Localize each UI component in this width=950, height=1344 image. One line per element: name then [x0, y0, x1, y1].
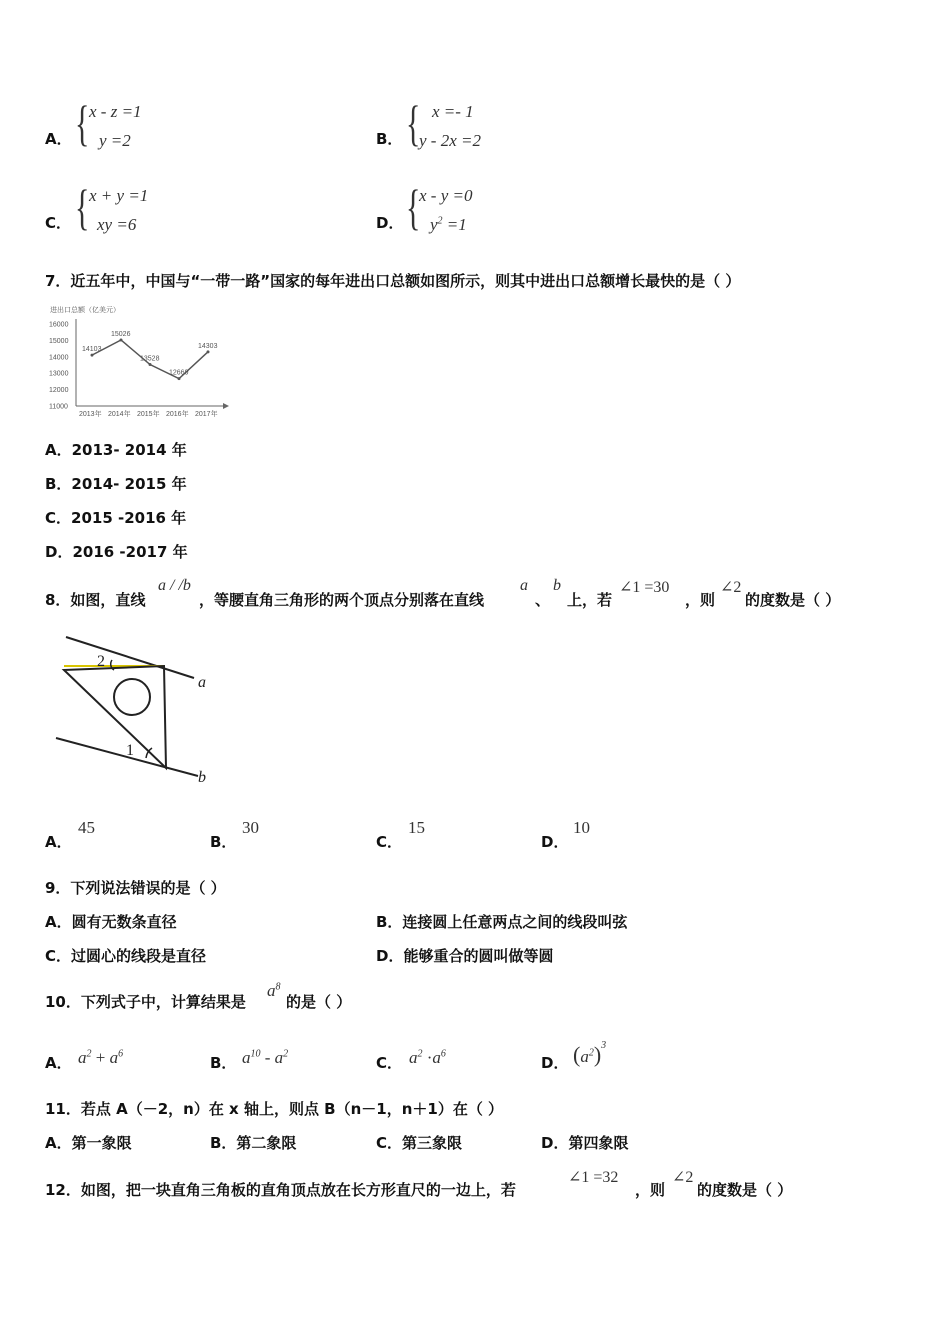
q8-option-a-value: 45: [78, 818, 95, 837]
equation-line: x + y =1: [89, 186, 149, 205]
inner-circle: [114, 679, 150, 715]
q8-option-d-value: 10: [573, 818, 590, 837]
q7-option-a: A．2013- 2014 年: [45, 441, 187, 459]
option-label: A．: [45, 130, 72, 148]
data-label: 14103: [82, 346, 102, 354]
q11-option-c: C．第三象限: [376, 1134, 463, 1152]
q8-option-b-value: 30: [242, 818, 259, 837]
option-label: B．: [376, 130, 403, 148]
brace: {: [406, 95, 421, 151]
x-tick-label: 2014年: [108, 411, 131, 418]
angle-2-label: 2: [97, 653, 105, 670]
equation-line: y =2: [99, 131, 131, 150]
q10-option-d-expr: $(a^2)^3$: [573, 1040, 607, 1067]
x-tick-label: 2017年: [195, 411, 218, 418]
x-axis-arrow: [223, 403, 229, 409]
q9-option-d: D．能够重合的圆叫做等圆: [376, 947, 554, 965]
y-tick-label: 13000: [49, 370, 69, 378]
q8-option-a-label: A．: [45, 833, 72, 851]
equation-line: y - 2x =2: [419, 131, 481, 150]
x-tick-label: 2015年: [137, 411, 160, 418]
chart-title: 进出口总额（亿美元）: [50, 307, 120, 314]
q8-option-b-label: B．: [210, 833, 237, 851]
option-label: C．: [45, 214, 72, 232]
q9-option-a: A．圆有无数条直径: [45, 913, 177, 931]
q9-option-c: C．过圆心的线段是直径: [45, 947, 207, 965]
x-tick-label: 2013年: [79, 411, 102, 418]
q8-option-c-value: 15: [408, 818, 425, 837]
line-b-label: b: [198, 769, 206, 786]
data-point: [91, 354, 94, 357]
q7-option-d: D．2016 -2017 年: [45, 543, 188, 561]
q10-option-a-expr: $a^2 + a^6$: [78, 1048, 124, 1067]
q8-option-c-label: C．: [376, 833, 403, 851]
line-chart: [45, 302, 230, 422]
q9-option-b: B．连接圆上任意两点之间的线段叫弦: [376, 913, 628, 931]
q7-option-c: C．2015 -2016 年: [45, 509, 187, 527]
q10-option-c-label: C．: [376, 1054, 403, 1072]
question-7-stem: 7．近五年中，中国与“一带一路”国家的每年进出口总额如图所示，则其中进出口总额增长最快的是（ ）: [45, 272, 741, 290]
brace: {: [406, 179, 421, 235]
brace: {: [75, 95, 90, 151]
q8-option-d-label: D．: [541, 833, 569, 851]
y-tick-label: 16000: [49, 321, 69, 329]
q10-option-a-label: A．: [45, 1054, 72, 1072]
q11-option-b: B．第二象限: [210, 1134, 297, 1152]
equation-line: xy =6: [97, 215, 137, 234]
data-point: [178, 377, 181, 380]
equation-line: x - z =1: [89, 102, 142, 121]
isosceles-right-triangle: [64, 666, 166, 768]
q10-option-d-label: D．: [541, 1054, 569, 1072]
question-9-stem: 9．下列说法错误的是（ ）: [45, 879, 226, 897]
angle-1-label: 1: [126, 742, 134, 759]
q10-option-b-label: B．: [210, 1054, 237, 1072]
q7-option-b: B．2014- 2015 年: [45, 475, 187, 493]
q8-figure: [48, 630, 218, 788]
q10-options: [45, 1040, 685, 1074]
y-tick-label: 15000: [49, 337, 69, 345]
q10-option-c-expr: $a^2 \cdot a^6$: [409, 1048, 446, 1067]
option-label: D．: [376, 214, 404, 232]
data-label: 15026: [111, 330, 131, 338]
q11-option-a: A．第一象限: [45, 1134, 132, 1152]
y-tick-label: 11000: [49, 403, 68, 411]
y-tick-label: 12000: [49, 387, 69, 395]
q10-option-b-expr: $a^{10} - a^2$: [242, 1048, 289, 1067]
data-label: 13528: [140, 355, 160, 363]
data-label: 12669: [169, 369, 189, 377]
data-point: [207, 350, 210, 353]
x-tick-label: 2016年: [166, 411, 189, 418]
equation-line: $y^2 =1$: [430, 215, 467, 234]
data-label: 14303: [198, 342, 218, 350]
y-tick-label: 14000: [49, 354, 69, 362]
q8-options: [45, 818, 685, 850]
data-point: [120, 338, 123, 341]
data-point: [149, 363, 152, 366]
brace: {: [75, 179, 90, 235]
question-11-stem: 11．若点 A（－2，n）在 x 轴上，则点 B（n－1，n＋1）在（ ）: [45, 1100, 504, 1118]
line-a-label: a: [198, 674, 206, 691]
q11-option-d: D．第四象限: [541, 1134, 629, 1152]
line-a: [66, 637, 194, 678]
equation-line: x =- 1: [432, 102, 474, 121]
equation-line: x - y =0: [419, 186, 473, 205]
